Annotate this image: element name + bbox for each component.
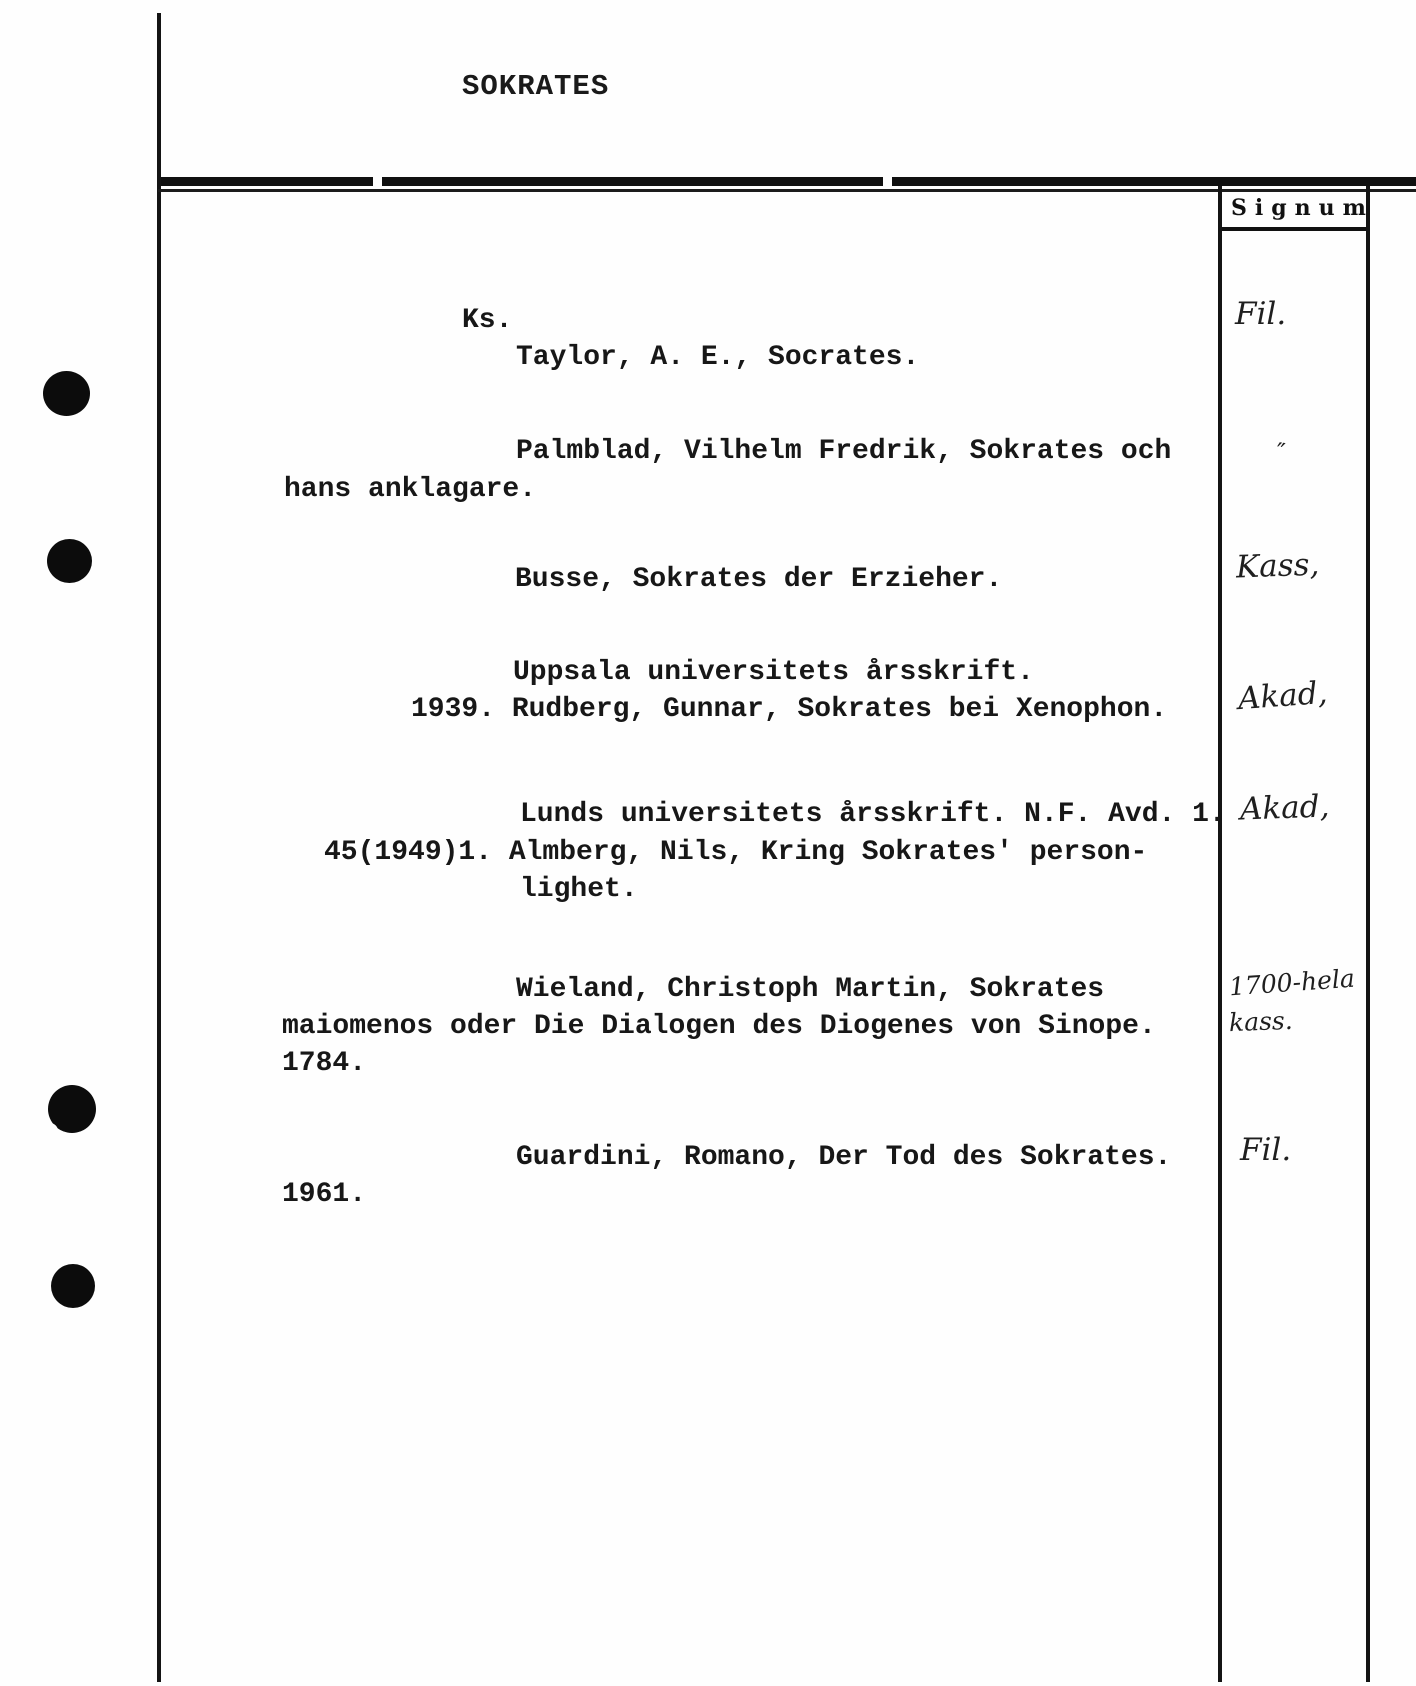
hole-punch-3 [48,1085,96,1133]
entry-6-signum-note-1: 1700-hela [1228,963,1356,1002]
signum-column-left-rule [1218,186,1222,1682]
signum-header-underline [1222,227,1366,231]
entry-6-signum-note-2: kass. [1228,1005,1294,1038]
entry-2-title-line-2: hans anklagare. [284,474,537,505]
entry-5-signum-note: Akad, [1239,788,1330,828]
entry-5-series-line: Lunds universitets årsskrift. N.F. Avd. 1. [520,799,1226,830]
entry-2-title-line-1: Palmblad, Vilhelm Fredrik, Sokrates och [516,436,1172,467]
entry-7-year-line: 1961. [282,1179,367,1210]
entry-6-title-line-1: Wieland, Christoph Martin, Sokrates [516,974,1105,1005]
entry-2-signum-ditto-mark: ″ [1274,437,1287,467]
entry-4-title-line: 1939. Rudberg, Gunnar, Sokrates bei Xenophon. [411,694,1168,725]
entry-1-shelf-code: Ks. [462,305,513,336]
hole-punch-1 [43,371,90,416]
entry-7-title-line: Guardini, Romano, Der Tod des Sokrates. [516,1142,1172,1173]
header-rule-thick [161,177,1416,186]
entry-5-title-line-1: 45(1949)1. Almberg, Nils, Kring Sokrates' person- [324,837,1148,868]
entry-1-signum-note: Fil. [1235,296,1287,332]
entry-3-title-line: Busse, Sokrates der Erzieher. [515,564,1003,595]
entry-3-signum-note: Kass, [1235,546,1320,586]
header-rule-thin [158,189,1416,192]
entry-4-signum-note: Akad, [1236,674,1329,718]
entry-6-year-line: 1784. [282,1048,367,1079]
hole-punch-4 [51,1264,95,1308]
left-margin-rule [157,13,161,1682]
page-title: SOKRATES [462,70,610,103]
entry-5-title-line-2: lighet. [520,874,638,905]
signum-column-header: Signum [1231,195,1374,221]
signum-column-right-rule [1366,186,1370,1682]
entry-1-title-line: Taylor, A. E., Socrates. [516,342,920,373]
entry-6-title-line-2: maiomenos oder Die Dialogen des Diogenes von Sinope. [282,1011,1156,1042]
entry-7-signum-note: Fil. [1240,1132,1292,1168]
hole-punch-2 [47,539,92,583]
entry-4-series-line: Uppsala universitets årsskrift. [513,657,1034,688]
